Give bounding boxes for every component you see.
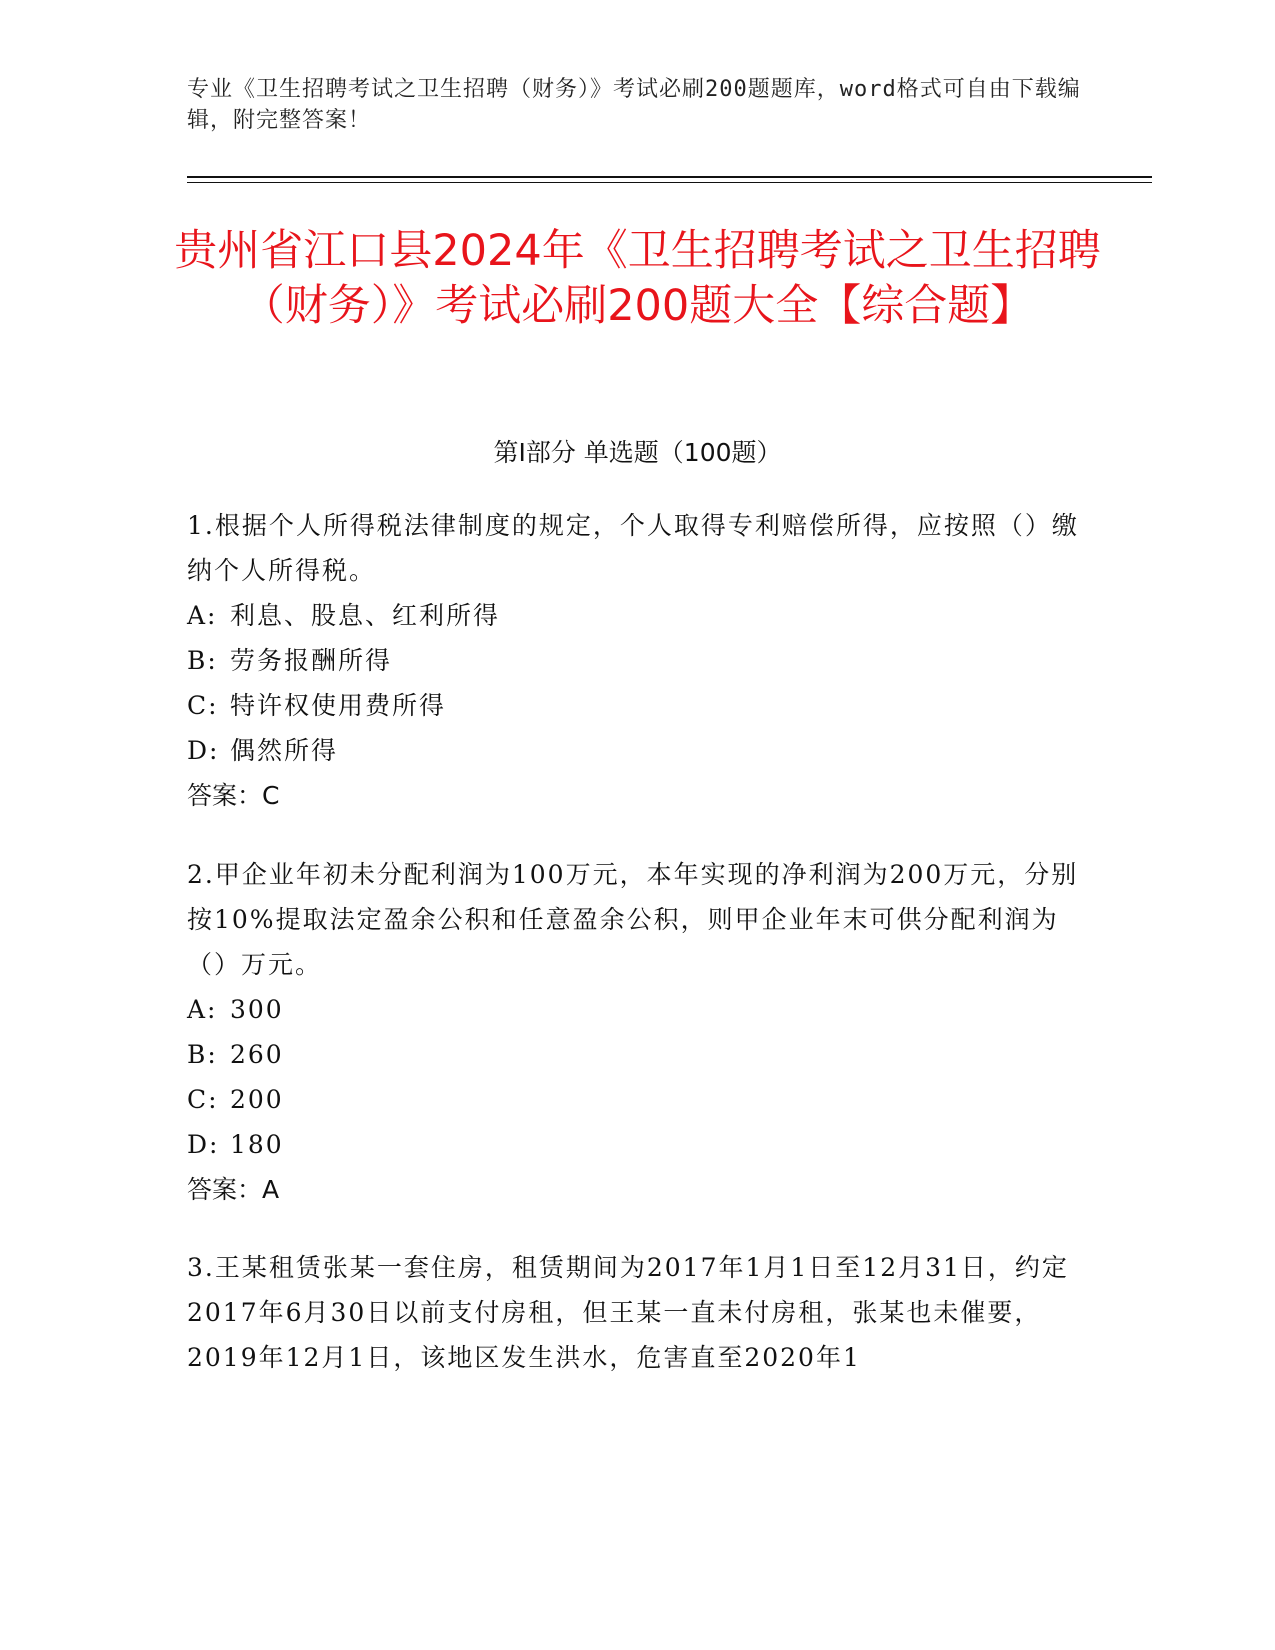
option-c [187, 683, 1087, 728]
option-a [187, 593, 1087, 638]
option-key: B: [187, 1040, 218, 1069]
option-a [187, 987, 1087, 1032]
option-key: D: [187, 736, 220, 765]
option-b [187, 1032, 1087, 1077]
option-text: 偶然所得 [230, 736, 339, 765]
option-key: B: [187, 646, 218, 675]
option-text: 260 [230, 1040, 284, 1069]
option-key: A: [187, 995, 218, 1024]
document-title: 贵州省江口县2024年《卫生招聘考试之卫生招聘（财务）》考试必刷200题大全【综合题】 [174, 226, 1101, 331]
question-stem: 1.根据个人所得税法律制度的规定，个人取得专利赔偿所得，应按照（）缴纳个人所得税。 [187, 511, 1079, 585]
option-c [187, 1077, 1087, 1122]
option-text: 180 [230, 1130, 284, 1159]
answer-line: 答案：A [187, 1175, 280, 1204]
header-divider-thin [187, 182, 1152, 183]
header-divider-thick [187, 176, 1152, 178]
option-d [187, 728, 1087, 773]
header-note: 专业《卫生招聘考试之卫生招聘（财务）》考试必刷200题题库，word格式可自由下载编辑，附完整答案！ [187, 77, 1081, 133]
option-d [187, 1122, 1087, 1167]
question-1 [187, 503, 1087, 818]
option-text: 特许权使用费所得 [230, 691, 447, 720]
option-key: C: [187, 691, 219, 720]
question-3 [187, 1245, 1087, 1380]
option-text: 300 [230, 995, 284, 1024]
question-stem: 3.王某租赁张某一套住房，租赁期间为2017年1月1日至12月31日，约定2017年6月30日以前支付房租，但王某一直未付房租，张某也未催要，2019年12月1日，该地区发生洪水，危害直至2020年1 [187, 1253, 1069, 1372]
answer-line: 答案：C [187, 781, 280, 810]
question-stem: 2.甲企业年初未分配利润为100万元，本年实现的净利润为200万元，分别按10%提取法定盈余公积和任意盈余公积，则甲企业年末可供分配利润为（）万元。 [187, 860, 1079, 979]
question-2 [187, 852, 1087, 1212]
option-key: A: [187, 601, 218, 630]
option-text: 200 [230, 1085, 284, 1114]
option-b [187, 638, 1087, 683]
option-key: D: [187, 1130, 220, 1159]
option-text: 劳务报酬所得 [230, 646, 393, 675]
option-text: 利息、股息、红利所得 [230, 601, 501, 630]
option-key: C: [187, 1085, 219, 1114]
section-title: 第I部分 单选题（100题） [493, 438, 782, 467]
